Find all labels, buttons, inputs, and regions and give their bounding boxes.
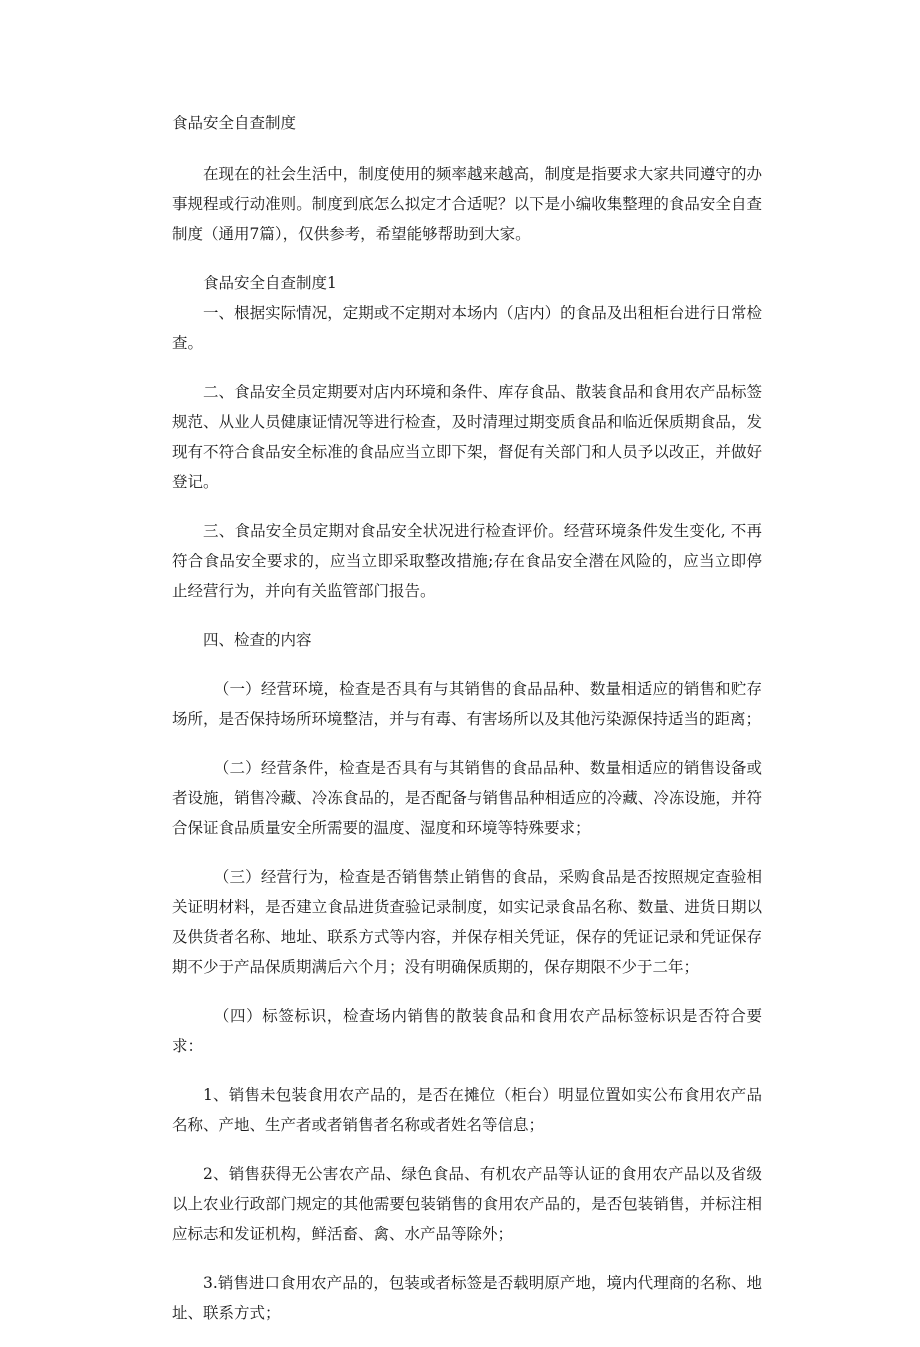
paragraph-2: 二、食品安全员定期要对店内环境和条件、库存食品、散装食品和食用农产品标签规范、从业人员健康证情况等进行检查，及时清理过期变质食品和临近保质期食品，发现有不符合食品安全标准的食品应当立即下架，督促有关部门和人员予以改正，并做好登记。: [172, 383, 762, 491]
document-page: [172, 108, 762, 1347]
paragraph-4-heading: 四、检查的内容: [203, 631, 312, 649]
numbered-item-3: 3.销售进口食用农产品的，包装或者标签是否载明原产地，境内代理商的名称、地址、联系方式；: [172, 1274, 762, 1322]
numbered-item-2: 2、销售获得无公害农产品、绿色食品、有机农产品等认证的食用农产品以及省级以上农业行政部门规定的其他需要包装销售的食用农产品的，是否包装销售，并标注相应标志和发证机构，鲜活畜、禽、水产品等除外；: [172, 1165, 762, 1243]
numbered-item-1: 1、销售未包装食用农产品的，是否在摊位（柜台）明显位置如实公布食用农产品名称、产地、生产者或者销售者名称或者姓名等信息；: [172, 1086, 762, 1134]
document-title: 食品安全自查制度: [172, 114, 297, 132]
subitem-2: （二）经营条件，检查是否具有与其销售的食品品种、数量相适应的销售设备或者设施，销售冷藏、冷冻食品的，是否配备与销售品种相适应的冷藏、冷冻设施，并符合保证食品质量安全所需要的温度、湿度和环境等特殊要求；: [172, 759, 762, 837]
paragraph-3: 三、食品安全员定期对食品安全状况进行检查评价。经营环境条件发生变化, 不再符合食品安全要求的，应当立即采取整改措施;存在食品安全潜在风险的，应当立即停止经营行为，并向有关监管部门报告。: [172, 522, 762, 600]
section-title: 食品安全自查制度1: [203, 274, 337, 292]
paragraph-1: 一、根据实际情况，定期或不定期对本场内（店内）的食品及出租柜台进行日常检查。: [172, 304, 762, 352]
intro-paragraph: 在现在的社会生活中，制度使用的频率越来越高，制度是指要求大家共同遵守的办事规程或行动准则。制度到底怎么拟定才合适呢？以下是小编收集整理的食品安全自查制度（通用7篇），仅供参考，希望能够帮助到大家。: [172, 165, 762, 243]
subitem-4: （四）标签标识，检查场内销售的散装食品和食用农产品标签标识是否符合要求：: [172, 1007, 762, 1055]
subitem-3: （三）经营行为，检查是否销售禁止销售的食品，采购食品是否按照规定查验相关证明材料，是否建立食品进货查验记录制度，如实记录食品名称、数量、进货日期以及供货者名称、地址、联系方式等内容，并保存相关凭证，保存的凭证记录和凭证保存期不少于产品保质期满后六个月；没有明确保质期的，保存期限不少于二年；: [172, 868, 762, 976]
subitem-1: （一）经营环境，检查是否具有与其销售的食品品种、数量相适应的销售和贮存场所，是否保持场所环境整洁，并与有毒、有害场所以及其他污染源保持适当的距离；: [172, 680, 762, 728]
